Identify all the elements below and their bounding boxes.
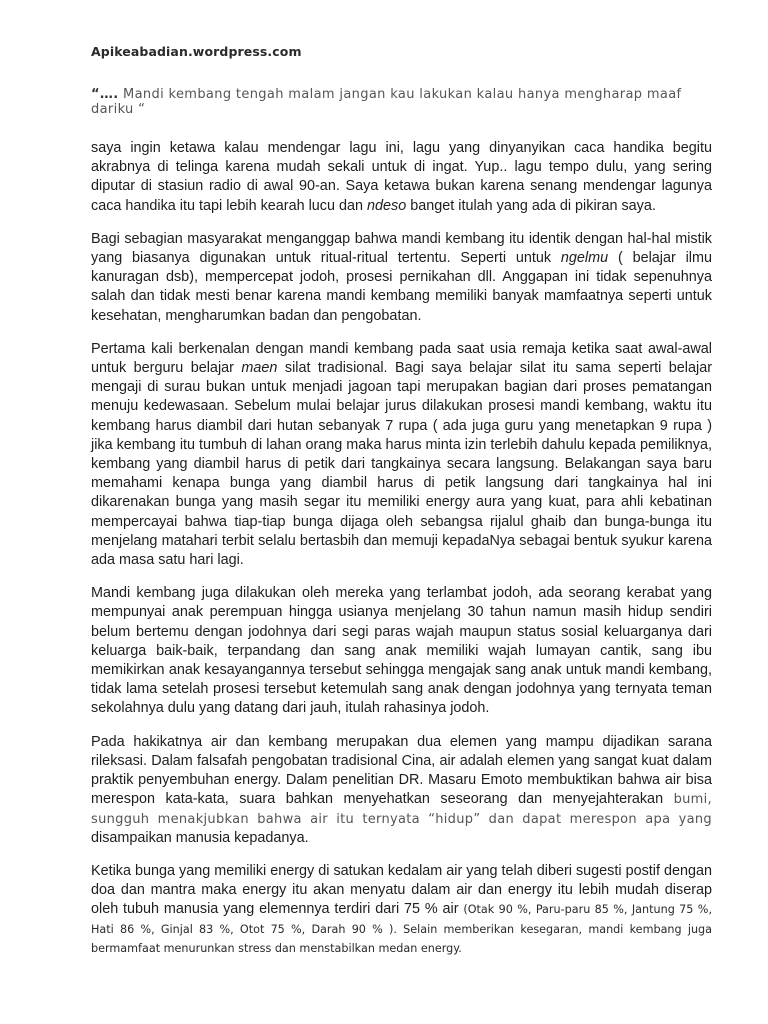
- paragraph-6-text-b: (Otak 90 %, Paru-paru 85 %, Jantung 75 %, Hati 86 %, Ginjal 83 %, Otot 75 %, Darah 90 % ). Selain memberikan kesegaran, mandi kembang juga bermamfaat menurunkan stress dan menstabilkan medan energy.: [91, 903, 712, 955]
- paragraph-6-text-a: Ketika bunga yang memiliki energy di satukan kedalam air yang telah diberi sugesti postif dengan doa dan mantra maka energy itu akan menyatu dalam air dan energy itu lebih mudah diserap oleh tubuh manusia yang elemennya terdiri dari 75 % air: [91, 862, 712, 918]
- paragraph-5-text-b: bumi, sungguh menakjubkan bahwa air itu ternyata “hidup” dan dapat merespon apa yang: [91, 792, 712, 827]
- paragraph-5-text-c: disampaikan manusia kepadanya.: [91, 829, 309, 846]
- paragraph-3-text-b: silat tradisional. Bagi saya belajar silat itu sama seperti belajar mengaji di surau bukan untuk menjadi jagoan tapi merupakan bagian dari proses pematangan menuju kedewasaan. Sebelum mulai belajar jurus dilakukan prosesi mandi kembang, waktu itu kembang harus diambil dari hutan sebanyak 7 rupa ( ada juga guru yang menetapkan 9 rupa ) jika kembang itu tumbuh di lahan orang maka harus minta izin terlebih dahulu kepada pemiliknya, kembang yang diambil harus di petik dari tangkainya secara langsung. Belakangan saya baru memahami kenapa bunga yang diambil harus di petik langsung dari tangkainya hal ini dikarenakan bunga yang masih segar itu memiliki energy aura yang kuat, para ahli kebatinan mempercayai bahwa tiap-tiap bunga dijaga oleh sebangsa rijalul ghaib dan bunga-bunga itu menjelang matahari terbit selalu bertasbih dan memuji kepadaNya sebagai bentuk syukur karena ada masa satu hari lagi.: [91, 360, 712, 569]
- paragraph-4: Mandi kembang juga dilakukan oleh mereka yang terlambat jodoh, ada seorang kerabat yang mempunyai anak perempuan hingga usianya menjelang 30 tahun namun masih hidup sendiri belum bertemu dengan jodohnya dari segi paras wajah maupun status sosial keluarganya dari keluarga baik-baik, terpandang dan sang anak memiliki wajah lumayan cantik, sang ibu memikirkan anak kesayangannya tersebut sehingga mengajak sang anak untuk mandi kembang, tidak lama setelah prosesi tersebut ketemulah sang anak dengan jodohnya yang ternyata teman sekolahnya dulu yang datang dari jauh, itulah rahasinya jodoh.: [91, 585, 712, 717]
- paragraph-3-italic: maen: [241, 360, 278, 377]
- paragraph-3: [91, 340, 712, 570]
- song-quote: [91, 87, 712, 117]
- paragraph-5: [91, 733, 712, 848]
- site-url: Apikeabadian.wordpress.com: [91, 44, 302, 59]
- paragraph-3-text-a: Pertama kali berkenalan dengan mandi kembang pada saat usia remaja ketika saat awal-awal untuk berguru belajar: [91, 340, 712, 377]
- paragraph-1-text-b: banget itulah yang ada di pikiran saya.: [406, 197, 656, 214]
- paragraph-6: [91, 862, 712, 958]
- quote-text: Mandi kembang tengah malam jangan kau lakukan kalau hanya mengharap maaf dariku “: [91, 87, 682, 117]
- paragraph-1-italic: ndeso: [367, 197, 407, 214]
- paragraph-5-text-a: Pada hakikatnya air dan kembang merupakan dua elemen yang mampu dijadikan sarana rileksasi. Dalam falsafah pengobatan tradisional Cina, air adalah elemen yang sangat kuat dalam praktik penyembuhan energy. Dalam penelitian DR. Masaru Emoto membuktikan bahwa air bisa merespon kata-kata, suara bahkan menyehatkan seseorang dan menyejahterakan: [91, 733, 712, 808]
- paragraph-2-text-b: ( belajar ilmu kanuragan dsb), mempercepat jodoh, prosesi pernikahan dll. Anggapan ini tidak sepenuhnya salah dan tidak mesti benar karena mandi kembang memiliki banyak mamfaatnya seperti untuk kesehatan, mengharumkan badan dan pengobatan.: [91, 250, 712, 324]
- quote-open: “….: [91, 87, 119, 102]
- paragraph-2-italic: ngelmu: [560, 250, 609, 267]
- paragraph-2-text-a: Bagi sebagian masyarakat menganggap bahwa mandi kembang itu identik dengan hal-hal mistik yang biasanya digunakan untuk ritual-ritual tertentu. Seperti untuk: [91, 230, 712, 267]
- paragraph-1: [91, 139, 712, 216]
- paragraph-2: [91, 230, 712, 326]
- paragraph-1-text-a: saya ingin ketawa kalau mendengar lagu ini, lagu yang dinyanyikan caca handika begitu akrabnya di telinga karena mudah sekali untuk di ingat. Yup.. lagu tempo dulu, yang sering diputar di stasiun radio di awal 90-an. Saya ketawa bukan karena senang mendengar lagunya caca handika itu tapi lebih kearah lucu dan: [91, 140, 712, 214]
